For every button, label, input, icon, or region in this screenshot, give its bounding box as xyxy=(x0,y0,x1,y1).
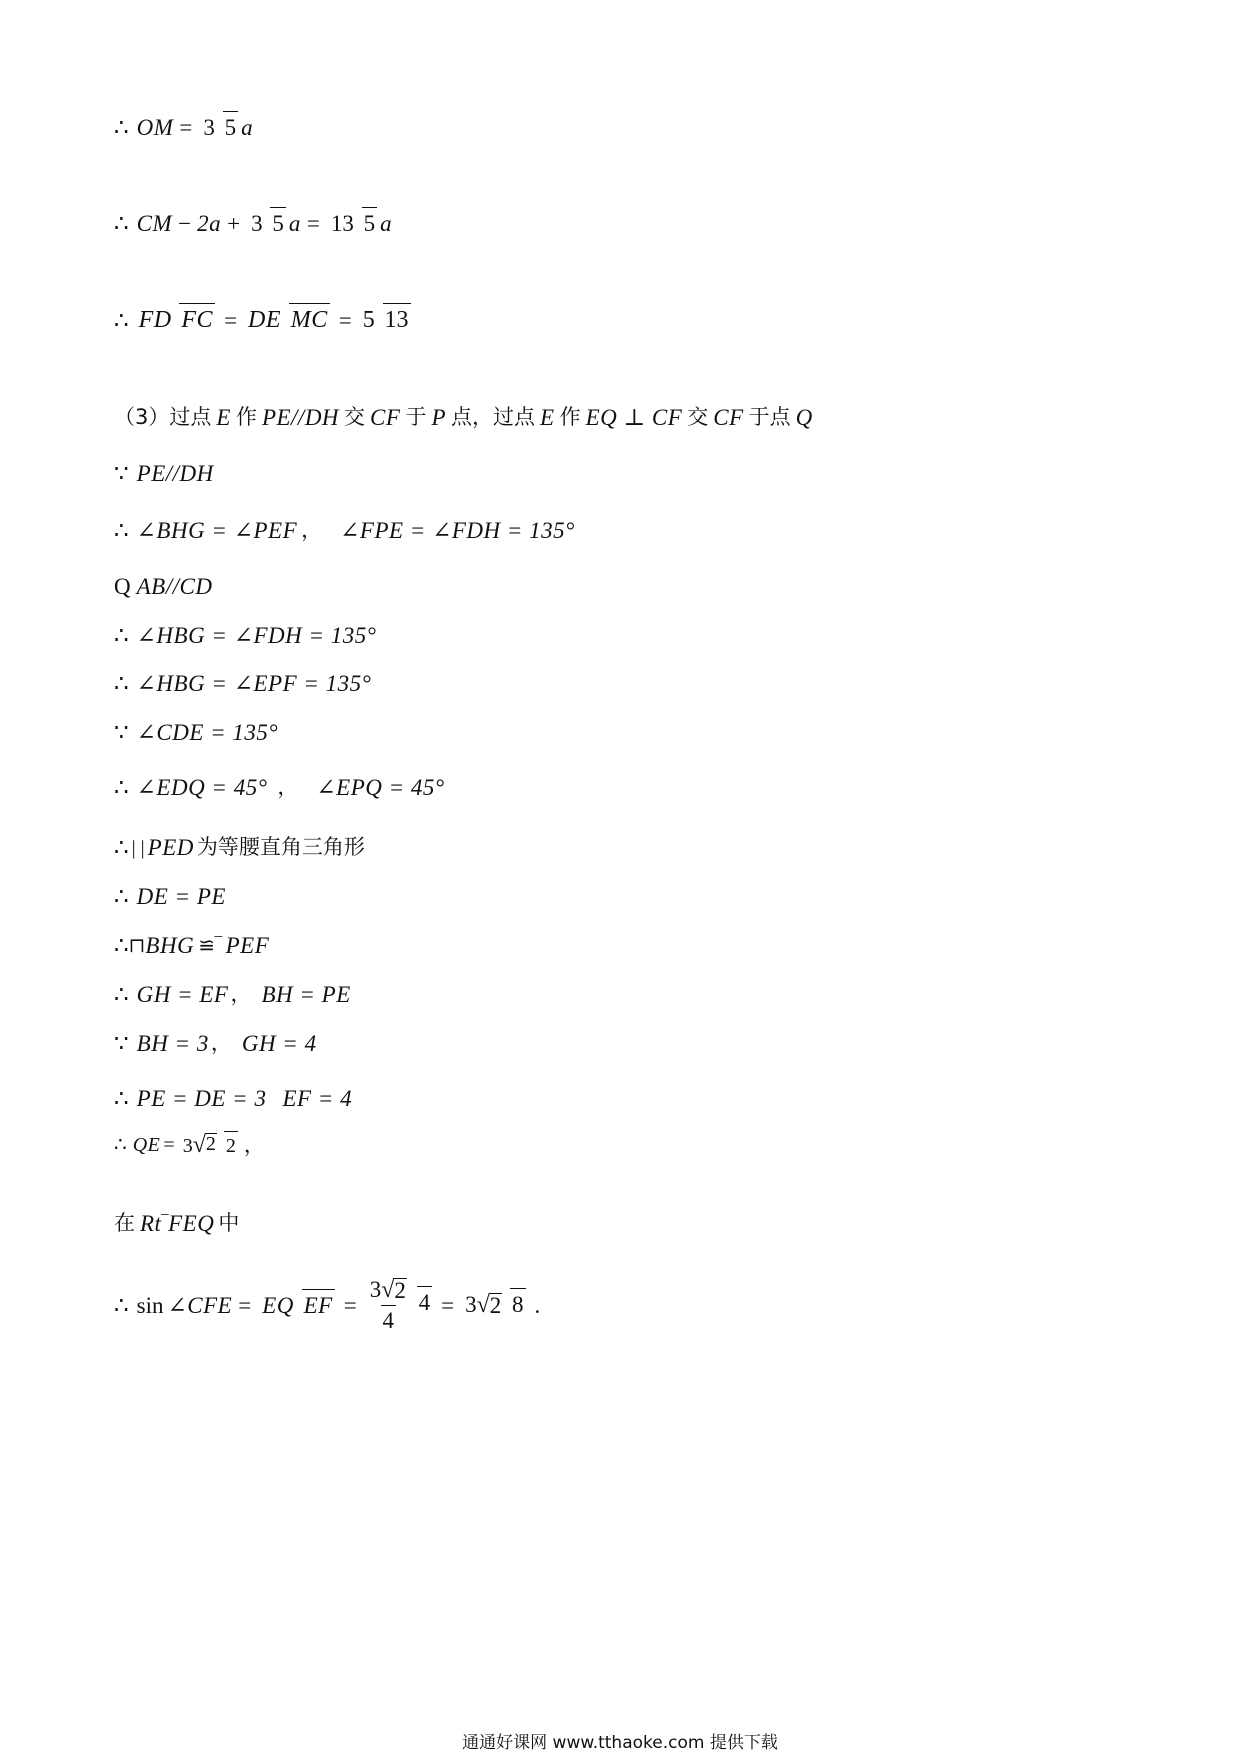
sqrt-icon: √ 2 xyxy=(381,1277,406,1303)
denominator: FC xyxy=(179,303,215,333)
therefore-symbol: ∴ xyxy=(114,933,129,958)
complex-fraction xyxy=(366,1278,432,1332)
line-cf: CF xyxy=(370,405,401,430)
line-de-pe xyxy=(114,885,226,908)
denominator: 4 xyxy=(381,1305,397,1332)
denominator: 5 xyxy=(270,207,286,236)
var-cm: CM xyxy=(136,211,173,236)
point-p: P xyxy=(431,405,446,430)
coefficient: 3 xyxy=(465,1292,477,1317)
expr: DE = PE xyxy=(136,884,226,909)
triangle-glyph: ‾ xyxy=(161,1212,169,1235)
numerator xyxy=(463,1292,510,1320)
denominator: 5 xyxy=(362,207,378,236)
q-symbol: Q xyxy=(114,574,131,599)
expr-eq-perp-cf: EQ ⊥ CF xyxy=(585,405,683,430)
therefore-symbol: ∴ xyxy=(114,307,129,333)
period: . xyxy=(534,1292,541,1318)
point-e: E xyxy=(216,405,231,430)
therefore-symbol: ∴ xyxy=(114,1292,129,1318)
var-a: a xyxy=(288,211,301,236)
numerator: 3 xyxy=(251,211,263,236)
expr2: GH = 4 xyxy=(241,1031,317,1056)
coefficient: 3 xyxy=(182,1135,193,1157)
line-angles-bhg-pef xyxy=(114,519,575,542)
comma: ， xyxy=(230,982,252,1006)
sqrt-icon: √ 2 xyxy=(476,1292,502,1318)
fraction-3sqrt2-8 xyxy=(463,1293,525,1317)
expr1: ∠EDQ = 45° xyxy=(136,775,268,800)
text-jiao: 交 xyxy=(344,405,366,429)
fraction-13-5 xyxy=(329,212,377,235)
radicand: 2 xyxy=(489,1293,502,1318)
footer-watermark: 通通好课网 www.tthaoke.com 提供下载 xyxy=(462,1733,778,1753)
angle-cfe: ∠CFE xyxy=(167,1292,233,1318)
var-a: a xyxy=(241,115,254,140)
therefore-symbol: ∴ xyxy=(114,1134,127,1156)
equals: = xyxy=(238,1292,252,1318)
var-qe: QE xyxy=(132,1134,161,1156)
triangle-glyph: | | xyxy=(131,836,145,859)
numerator: DE xyxy=(248,307,282,333)
comma: ， xyxy=(301,518,323,542)
comma: ， xyxy=(277,775,299,799)
text-zai: 在 xyxy=(114,1211,135,1235)
therefore-symbol: ∴ xyxy=(114,115,129,140)
text-zhong: 中 xyxy=(218,1211,240,1235)
because-symbol: ∵ xyxy=(114,1031,129,1056)
comma: ， xyxy=(210,1031,232,1055)
expr2: EF = 4 xyxy=(282,1086,353,1111)
expr2: ∠FPE = ∠FDH = 135° xyxy=(340,518,575,543)
radicand: 2 xyxy=(394,1278,406,1303)
point-q: Q xyxy=(795,405,813,430)
triangle-bhg: BHG xyxy=(145,933,195,958)
equals: = xyxy=(338,307,352,333)
line-step3-construction xyxy=(114,406,813,429)
expr2: ∠EPQ = 45° xyxy=(316,775,445,800)
line-congruent xyxy=(114,934,269,957)
numerator: 13 xyxy=(330,211,354,236)
numerator xyxy=(368,1278,409,1305)
therefore-symbol: ∴ xyxy=(114,623,129,648)
radicand: 2 xyxy=(205,1133,216,1155)
line-cm xyxy=(114,212,392,235)
minus: − xyxy=(178,211,192,236)
term-2a: 2a xyxy=(197,211,222,236)
expr: ∠CDE = 135° xyxy=(136,720,279,745)
therefore-symbol: ∴ xyxy=(114,982,129,1007)
fraction-5-13 xyxy=(361,308,411,332)
expr1: ∠BHG = ∠PEF xyxy=(136,518,298,543)
therefore-symbol: ∴ xyxy=(114,1086,129,1111)
therefore-symbol: ∴ xyxy=(114,518,129,543)
sin: sin xyxy=(136,1292,164,1318)
expr1: BH = 3 xyxy=(136,1031,209,1056)
line-hbg-epf xyxy=(114,672,371,695)
line-rt-feq xyxy=(114,1212,239,1235)
point-e: E xyxy=(540,405,555,430)
line-ab-cd xyxy=(114,575,212,598)
line-pe-de-ef xyxy=(114,1087,352,1110)
var-om: OM xyxy=(136,115,174,140)
text-dian: 点，过点 xyxy=(451,405,535,429)
denominator: EF xyxy=(302,1289,335,1318)
because-symbol: ∵ xyxy=(114,720,129,745)
outer-denominator: 4 xyxy=(417,1286,433,1315)
numerator: FD xyxy=(138,307,172,333)
text-yu: 于 xyxy=(405,405,427,429)
comma: ， xyxy=(243,1132,265,1157)
line-om xyxy=(114,116,253,139)
text-zuo: 作 xyxy=(559,405,581,429)
equals: = xyxy=(224,307,238,333)
therefore-symbol: ∴ xyxy=(114,884,129,909)
sqrt-icon: √ 2 xyxy=(192,1132,216,1158)
line-fd-fc xyxy=(114,308,414,332)
therefore-symbol: ∴ xyxy=(114,671,129,696)
line-qe xyxy=(114,1133,265,1157)
text-yudian: 于点 xyxy=(748,405,791,429)
denominator: MC xyxy=(289,303,330,333)
expr-pe-parallel-dh: PE//DH xyxy=(261,405,340,430)
text-jiao: 交 xyxy=(687,405,709,429)
therefore-symbol: ∴ xyxy=(114,775,129,800)
triangle-ped: PED xyxy=(147,835,194,860)
expr1: PE = DE = 3 xyxy=(136,1086,267,1111)
congruent-symbol: ≌‾ xyxy=(198,934,222,957)
equals: = xyxy=(163,1134,175,1156)
numerator xyxy=(181,1132,224,1160)
therefore-symbol: ∴ xyxy=(114,835,129,860)
denominator: 5 xyxy=(223,111,239,140)
line-sin-cfe xyxy=(114,1278,540,1332)
line-ped-isosceles xyxy=(114,836,365,859)
fraction-de-mc xyxy=(246,308,330,332)
text-isosceles-right-triangle: 为等腰直角三角形 xyxy=(196,835,365,859)
line-bh-gh-values xyxy=(114,1032,317,1055)
equals: = xyxy=(441,1292,455,1318)
expr: PE//DH xyxy=(136,461,214,486)
var-a: a xyxy=(380,211,393,236)
line-gh-ef xyxy=(114,983,351,1006)
equals: = xyxy=(179,115,193,140)
plus: + xyxy=(227,211,241,236)
expr: ∠HBG = ∠EPF = 135° xyxy=(136,671,372,696)
denominator: 13 xyxy=(383,303,411,333)
numerator: 5 xyxy=(362,307,375,333)
line-hbg-fdh xyxy=(114,624,376,647)
line-cf: CF xyxy=(713,405,744,430)
line-edq-epq xyxy=(114,776,445,799)
triangle-pef: PEF xyxy=(225,933,270,958)
numerator: EQ xyxy=(262,1292,294,1318)
expr2: BH = PE xyxy=(261,982,351,1007)
line-cde xyxy=(114,721,278,744)
fraction-3-5 xyxy=(201,116,238,139)
denominator: 8 xyxy=(510,1288,526,1317)
text-zuo: 作 xyxy=(235,405,257,429)
expr: AB//CD xyxy=(136,574,213,599)
equals: = xyxy=(306,211,320,236)
equals: = xyxy=(343,1292,357,1318)
fraction-3sqrt2-2 xyxy=(181,1133,238,1157)
line-because-pe-dh xyxy=(114,462,214,485)
triangle-feq: FEQ xyxy=(168,1211,215,1236)
fraction-eq-ef xyxy=(260,1294,335,1317)
rt: Rt xyxy=(140,1211,162,1236)
denominator: 2 xyxy=(224,1131,238,1157)
expr: ∠HBG = ∠FDH = 135° xyxy=(136,623,377,648)
coefficient: 3 xyxy=(369,1277,382,1302)
therefore-symbol: ∴ xyxy=(114,211,129,236)
triangle-glyph: ⊓ xyxy=(128,934,146,957)
text-prefix: （3）过点 xyxy=(114,405,212,429)
fraction-3sqrt2-4 xyxy=(368,1278,409,1332)
fraction-fd-fc xyxy=(137,308,215,332)
numerator: 3 xyxy=(203,115,215,140)
inner-fraction xyxy=(366,1277,417,1333)
because-symbol: ∵ xyxy=(114,461,129,486)
fraction-3-5 xyxy=(249,212,286,235)
expr1: GH = EF xyxy=(136,982,229,1007)
